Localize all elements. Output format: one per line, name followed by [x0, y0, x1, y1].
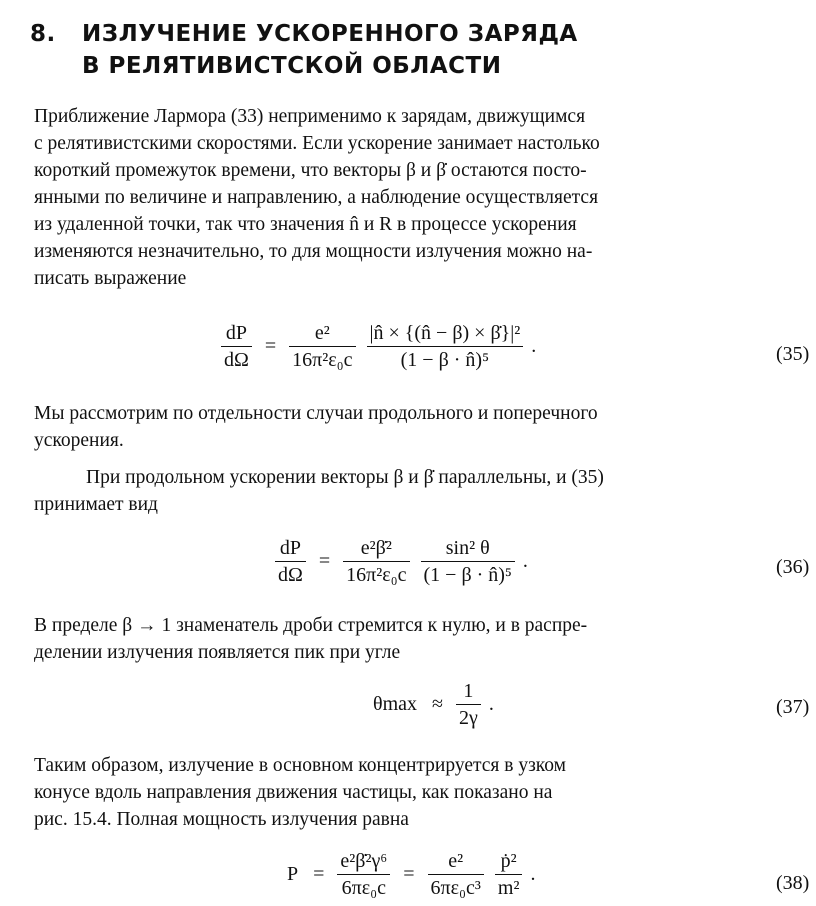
eq35-lhs-num: dP: [221, 320, 252, 347]
eq35-num: |n̂ × {(n̂ − β) × β̇}|²: [367, 320, 524, 347]
paragraph-5: [34, 752, 816, 833]
section-number: 8.: [30, 21, 56, 47]
eq37-rel: ≈: [432, 693, 443, 715]
eq36-coef-num: e²β̇²: [343, 535, 409, 562]
text-line: Таким образом, излучение в основном концентрируется в узком: [34, 755, 566, 776]
eq36-num: sin² θ: [421, 535, 515, 562]
text-line: рис. 15.4. Полная мощность излучения равна: [34, 809, 409, 830]
eq35-lhs-den: dΩ: [224, 349, 249, 371]
equation-35: $\frac{dP}{d\Omega}$ = $\frac{\text{e²}}{\text{16π²ε₀c}}$ $\frac{\text{|n̂ × \{(n̂ − β) × β̇\}|²}}{\text{(1 − β · n̂)⁵}}$ .: [218, 320, 541, 373]
eq35-coef-den: 16π²ε₀c: [292, 349, 353, 371]
section-heading: [30, 18, 578, 82]
eq36-lhs-num: dP: [275, 535, 306, 562]
paragraph-4: [34, 612, 816, 666]
eq38-lhs: P: [287, 863, 299, 885]
eq37-tag: (37): [776, 696, 810, 718]
text-line: Мы рассмотрим по отдельности случаи продольного и поперечного: [34, 403, 598, 424]
eq35-den: (1 − β · n̂)⁵: [400, 349, 490, 371]
text-line: В пределе β → 1 знаменатель дроби стремится к нулю, и в распре-: [34, 615, 588, 636]
text-line: конусе вдоль направления движения частицы, как показано на: [34, 782, 553, 803]
equation-36: $\frac{dP}{d\Omega}$ = $\frac{\text{e²β̇²}}{\text{16π²ε₀c}}$ $\frac{\text{sin² θ}}{\text{(1 − β · n̂)⁵}}$ .: [272, 535, 533, 588]
eq38-f2-num: e²: [428, 848, 484, 875]
text-line: ускорения.: [34, 430, 124, 451]
eq38-f3-den: m²: [497, 877, 520, 899]
heading-line-2: В РЕЛЯТИВИСТСКОЙ ОБЛАСТИ: [82, 53, 502, 79]
eq36-tag: (36): [776, 556, 810, 578]
text-line: писать выражение: [34, 268, 187, 289]
text-line: из удаленной точки, так что значения n̂ и R в процессе ускорения: [34, 214, 577, 235]
text-line: короткий промежуток времени, что векторы β и β̇ остаются посто-: [34, 160, 587, 181]
eq37-den: 2γ: [459, 707, 478, 729]
text-line: изменяются незначительно, то для мощности излучения можно на-: [34, 241, 593, 262]
text-line: янными по величине и направлению, а наблюдение осуществляется: [34, 187, 599, 208]
eq38-f2-den: 6πε₀c³: [430, 877, 481, 899]
equation-38: P = $\frac{\text{e²β̇²γ⁶}}{\text{6πε₀c}}$ = $\frac{\text{e²}}{\text{6πε₀c³}}$ $\frac{\text{ṗ²}}{\text{m²}}$ .: [287, 850, 536, 899]
eq38-f3-num: ṗ²: [495, 848, 523, 875]
paragraph-2: [34, 400, 816, 454]
eq38-tag: (38): [776, 872, 810, 894]
paragraph-1: [34, 103, 816, 292]
text-line: Приближение Лармора (33) неприменимо к зарядам, движущимся: [34, 106, 586, 127]
text-line: принимает вид: [34, 494, 158, 515]
text-line: делении излучения появляется пик при угле: [34, 642, 401, 663]
eq36-coef-den: 16π²ε₀c: [346, 564, 407, 586]
eq35-coef-num: e²: [289, 320, 355, 347]
eq38-f1-den: 6πε₀c: [341, 877, 387, 899]
eq37-lhs: θmax: [373, 693, 418, 715]
eq36-den: (1 − β · n̂)⁵: [423, 564, 512, 586]
eq36-lhs-den: dΩ: [278, 564, 303, 586]
eq37-num: 1: [456, 678, 481, 705]
heading-line-1: ИЗЛУЧЕНИЕ УСКОРЕННОГО ЗАРЯДА: [82, 21, 578, 47]
paragraph-3: [34, 464, 816, 518]
equation-37: θmax ≈ $\frac{1}{2\gamma}$ .: [373, 680, 494, 729]
text-line: с релятивистскими скоростями. Если ускорение занимает настолько: [34, 133, 600, 154]
eq38-f1-num: e²β̇²γ⁶: [337, 848, 390, 875]
eq35-tag: (35): [776, 343, 810, 365]
text-line: При продольном ускорении векторы β и β̇ параллельны, и (35): [86, 467, 604, 488]
